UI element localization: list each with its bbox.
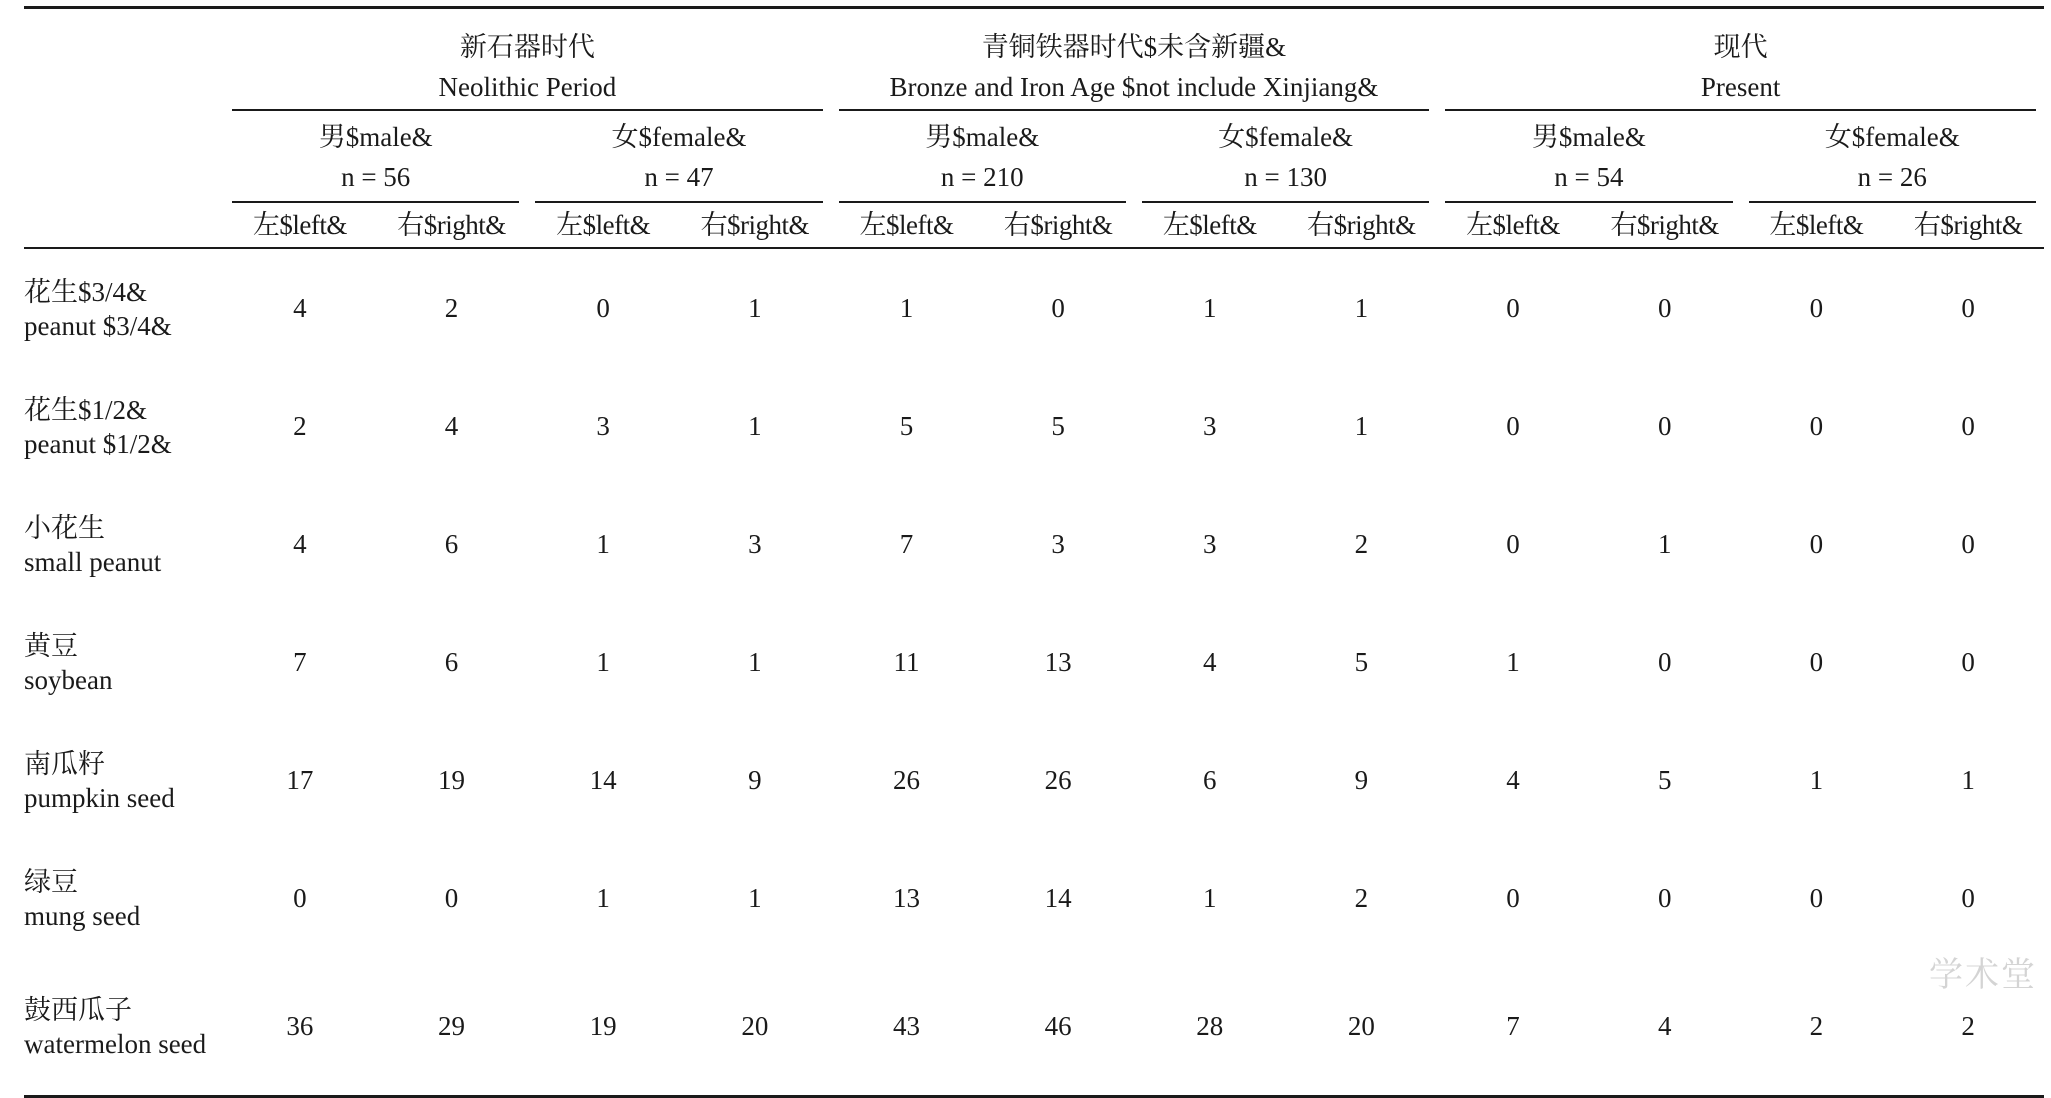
table-cell: 26 xyxy=(1044,764,1072,795)
table-cell: 1 xyxy=(1506,646,1520,677)
table-cell: 9 xyxy=(1354,764,1369,795)
group-header xyxy=(1437,111,1740,203)
table-cell: 7 xyxy=(293,646,307,677)
table-cell: 1 xyxy=(1203,292,1217,323)
table-cell: 3 xyxy=(1051,528,1065,559)
corner-cell xyxy=(24,8,224,112)
blank-cell xyxy=(24,203,224,248)
group-n: n = 47 xyxy=(644,162,714,192)
table-cell: 7 xyxy=(1437,957,1589,1097)
table-cell: 2 xyxy=(1354,882,1369,913)
table-cell: 13 xyxy=(1044,646,1072,677)
right-header: 右$right& xyxy=(679,203,831,248)
side-header-row xyxy=(24,203,2044,248)
table-cell: 11 xyxy=(893,646,920,677)
row-label-en: peanut $3/4& xyxy=(24,311,172,341)
row-label-zh: 花生$1/2& xyxy=(24,395,148,425)
table-cell: 1 xyxy=(1354,292,1369,323)
row-label-en: watermelon seed xyxy=(24,1029,207,1059)
table-row xyxy=(24,839,2044,957)
left-header: 左$left& xyxy=(224,203,376,248)
right-header: 右$right& xyxy=(1589,203,1741,248)
table-cell: 1 xyxy=(899,292,914,323)
table-cell: 0 xyxy=(1961,528,1975,559)
table-cell: 0 xyxy=(1657,410,1672,441)
table-cell: 14 xyxy=(589,764,617,795)
table-cell: 1 xyxy=(1809,764,1824,795)
watermark-logo: 学术堂 xyxy=(1929,955,2037,995)
era-header-present xyxy=(1437,8,2044,112)
left-header: 左$left& xyxy=(1437,203,1589,248)
right-header: 右$right& xyxy=(982,203,1134,248)
table-cell: 46 xyxy=(982,957,1134,1097)
table-cell: 1 xyxy=(1354,410,1369,441)
table-cell: 0 xyxy=(1506,292,1520,323)
row-label xyxy=(24,957,224,1097)
table-cell: 1 xyxy=(596,882,610,913)
table-cell: 6 xyxy=(444,646,459,677)
group-n: n = 26 xyxy=(1857,162,1927,192)
table-cell: 4 xyxy=(1589,957,1741,1097)
table-cell: 0 xyxy=(1961,410,1975,441)
right-header: 右$right& xyxy=(1892,203,2044,248)
table-cell: 3 xyxy=(596,410,610,441)
table-cell: 1 xyxy=(748,292,762,323)
era-label-zh: 青铜铁器时代$未含新疆& xyxy=(981,32,1287,62)
table-cell: 0 xyxy=(1506,882,1520,913)
table-cell: 4 xyxy=(1203,646,1217,677)
table-body xyxy=(24,248,2044,1097)
group-header xyxy=(1741,111,2044,203)
era-label-zh: 现代 xyxy=(1713,32,1768,62)
table-cell: 20 xyxy=(679,957,831,1097)
table-cell: 1 xyxy=(748,646,762,677)
table-cell: 0 xyxy=(596,292,610,323)
table-cell: 2 xyxy=(293,410,307,441)
table-row xyxy=(24,485,2044,603)
table-cell: 13 xyxy=(892,882,920,913)
right-header: 右$right& xyxy=(1286,203,1438,248)
left-header: 左$left& xyxy=(1134,203,1286,248)
table-cell: 3 xyxy=(1203,410,1217,441)
row-label-zh: 南瓜籽 xyxy=(24,749,105,779)
table-cell: 3 xyxy=(1203,528,1217,559)
table-cell: 5 xyxy=(1354,646,1369,677)
row-label xyxy=(24,721,224,839)
era-header-neolithic xyxy=(224,8,831,112)
era-label-en: Present xyxy=(1700,72,1781,102)
table-cell: 5 xyxy=(1051,410,1065,441)
era-label-en: Neolithic Period xyxy=(438,72,617,102)
data-table-container xyxy=(24,6,2044,1098)
table-cell: 0 xyxy=(1051,292,1065,323)
table-cell: 19 xyxy=(527,957,679,1097)
row-label-en: pumpkin seed xyxy=(24,783,175,813)
table-cell: 0 xyxy=(1657,292,1672,323)
table-cell: 0 xyxy=(1657,882,1672,913)
row-label-zh: 黄豆 xyxy=(24,631,78,661)
table-cell: 1 xyxy=(1961,764,1975,795)
table-cell: 1 xyxy=(748,410,762,441)
table-cell: 2 xyxy=(1741,957,1893,1097)
row-label-en: small peanut xyxy=(24,547,162,577)
row-label-zh: 绿豆 xyxy=(24,867,78,897)
group-header xyxy=(224,111,527,203)
table-cell: 0 xyxy=(1657,646,1672,677)
table-cell: 4 xyxy=(293,292,307,323)
table-cell: 19 xyxy=(438,764,466,795)
table-cell: 29 xyxy=(376,957,528,1097)
table-row xyxy=(24,721,2044,839)
group-n: n = 56 xyxy=(341,162,411,192)
table-cell: 17 xyxy=(286,764,314,795)
table-cell: 5 xyxy=(899,410,914,441)
group-n: n = 54 xyxy=(1554,162,1624,192)
group-label: 女$female& xyxy=(1218,122,1354,152)
left-header: 左$left& xyxy=(831,203,983,248)
left-header: 左$left& xyxy=(1741,203,1893,248)
left-header: 左$left& xyxy=(527,203,679,248)
group-n: n = 130 xyxy=(1244,162,1327,192)
row-label-en: peanut $1/2& xyxy=(24,429,172,459)
era-label-zh: 新石器时代 xyxy=(459,32,595,62)
row-label-zh: 鼓西瓜子 xyxy=(24,995,132,1025)
table-cell: 20 xyxy=(1286,957,1438,1097)
right-header: 右$right& xyxy=(376,203,528,248)
table-cell: 6 xyxy=(1203,764,1217,795)
table-cell: 0 xyxy=(1961,646,1975,677)
row-label xyxy=(24,485,224,603)
table-cell: 4 xyxy=(444,410,459,441)
sex-header-row xyxy=(24,111,2044,203)
blank-cell xyxy=(24,111,224,203)
table-row xyxy=(24,603,2044,721)
table-cell: 3 xyxy=(748,528,762,559)
table-cell: 0 xyxy=(1961,882,1975,913)
table-cell: 0 xyxy=(1809,646,1824,677)
group-header xyxy=(831,111,1134,203)
group-header xyxy=(1134,111,1437,203)
table-row xyxy=(24,367,2044,485)
table-cell: 0 xyxy=(1961,292,1975,323)
row-label xyxy=(24,603,224,721)
table-cell: 5 xyxy=(1657,764,1672,795)
table-cell: 0 xyxy=(1809,410,1824,441)
table-cell: 2 xyxy=(444,292,459,323)
table-cell: 36 xyxy=(224,957,376,1097)
group-label: 男$male& xyxy=(1531,122,1646,152)
table-cell: 1 xyxy=(1203,882,1217,913)
table-cell: 9 xyxy=(748,764,762,795)
group-label: 男$male& xyxy=(318,122,433,152)
table-cell: 0 xyxy=(444,882,459,913)
era-header-row xyxy=(24,8,2044,112)
group-label: 女$female& xyxy=(1824,122,1960,152)
table-cell: 14 xyxy=(1044,882,1072,913)
table-row xyxy=(24,248,2044,367)
table-cell: 1 xyxy=(596,646,610,677)
row-label xyxy=(24,248,224,367)
table-cell: 2 xyxy=(1354,528,1369,559)
table-cell: 0 xyxy=(1809,882,1824,913)
data-table xyxy=(24,6,2044,1098)
table-cell: 0 xyxy=(1809,292,1824,323)
group-label: 女$female& xyxy=(611,122,747,152)
table-cell: 0 xyxy=(293,882,307,913)
table-cell: 4 xyxy=(293,528,307,559)
table-cell: 28 xyxy=(1134,957,1286,1097)
era-label-en: Bronze and Iron Age $not include Xinjiang& xyxy=(889,72,1379,102)
table-cell: 1 xyxy=(748,882,762,913)
row-label-zh: 小花生 xyxy=(24,513,105,543)
row-label xyxy=(24,839,224,957)
table-cell: 26 xyxy=(892,764,920,795)
era-header-bronze-iron xyxy=(831,8,1438,112)
table-cell: 1 xyxy=(1657,528,1672,559)
group-header xyxy=(527,111,830,203)
table-cell: 0 xyxy=(1809,528,1824,559)
table-cell: 43 xyxy=(831,957,983,1097)
table-cell: 0 xyxy=(1506,410,1520,441)
table-row xyxy=(24,957,2044,1097)
row-label-en: soybean xyxy=(24,665,113,695)
row-label xyxy=(24,367,224,485)
row-label-en: mung seed xyxy=(24,901,141,931)
table-cell: 0 xyxy=(1506,528,1520,559)
group-n: n = 210 xyxy=(940,162,1024,192)
table-cell: 6 xyxy=(444,528,459,559)
table-cell: 7 xyxy=(899,528,914,559)
group-label: 男$male& xyxy=(925,122,1040,152)
table-cell: 2 xyxy=(1892,957,2044,1097)
table-cell: 1 xyxy=(596,528,610,559)
row-label-zh: 花生$3/4& xyxy=(24,277,148,307)
table-cell: 4 xyxy=(1506,764,1520,795)
